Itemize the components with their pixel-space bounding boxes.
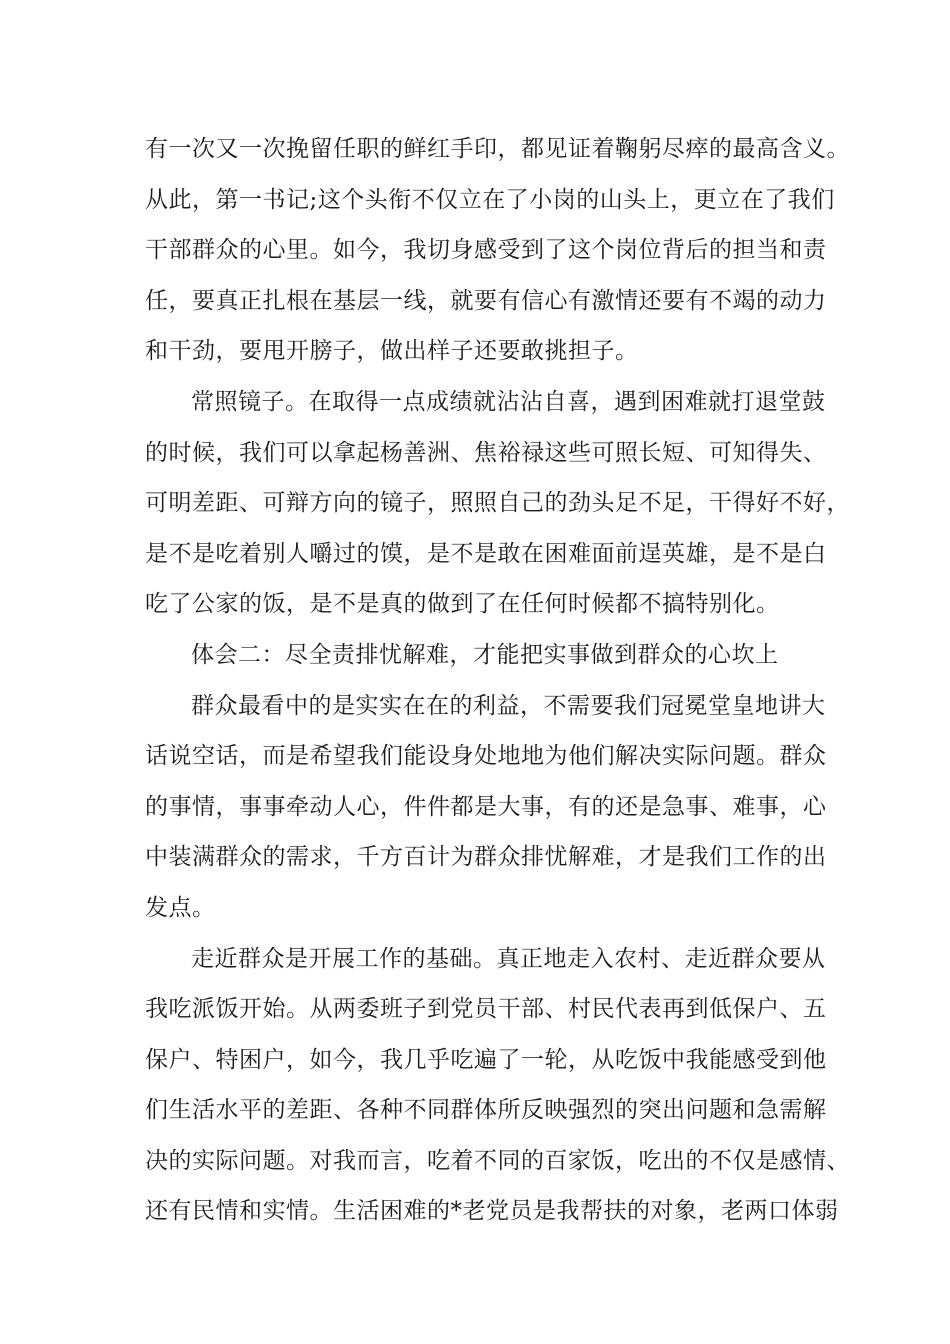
text-line: 群众最看中的是实实在在的利益，不需要我们冠冕堂皇地讲大 — [191, 692, 826, 719]
text-line: 发点。 — [145, 894, 216, 921]
text-line: 的事情，事事牵动人心，件件都是大事，有的还是急事、难事，心 — [145, 793, 827, 820]
text-line: 吃了公家的饭，是不是真的做到了在任何时候都不搞特别化。 — [145, 591, 780, 618]
text-line: 可明差距、可辩方向的镜子，照照自己的劲头足不足，干得好不好， — [145, 490, 850, 517]
text-line: 是不是吃着别人嚼过的馍，是不是敢在困难面前逞英雄，是不是白 — [145, 540, 827, 567]
text-line: 们生活水平的差距、各种不同群体所反映强烈的突出问题和急需解 — [145, 1097, 827, 1124]
text-line: 我吃派饭开始。从两委班子到党员干部、村民代表再到低保户、五 — [145, 996, 827, 1023]
text-line: 有一次又一次挽留任职的鲜红手印，都见证着鞠躬尽瘁的最高含义。 — [145, 136, 850, 162]
text-line: 从此，第一书记;这个头衔不仅立在了小岗的山头上，更立在了我们 — [145, 186, 835, 213]
body-text — [145, 124, 850, 1237]
text-line: 的时候，我们可以拿起杨善洲、焦裕禄这些可照长短、可知得失、 — [145, 439, 827, 466]
text-line: 常照镜子。在取得一点成绩就沾沾自喜，遇到困难就打退堂鼓 — [191, 388, 826, 415]
text-line: 任，要真正扎根在基层一线，就要有信心有激情还要有不竭的动力 — [145, 287, 827, 314]
text-line: 走近群众是开展工作的基础。真正地走入农村、走近群众要从 — [191, 945, 826, 972]
text-line: 保户、特困户，如今，我几乎吃遍了一轮，从吃饭中我能感受到他 — [145, 1046, 827, 1073]
text-line: 还有民情和实情。生活困难的*老党员是我帮扶的对象，老两口体弱 — [145, 1198, 839, 1225]
section-heading: 体会二：尽全责排忧解难，才能把实事做到群众的心坎上 — [191, 641, 779, 668]
text-line: 干部群众的心里。如今，我切身感受到了这个岗位背后的担当和责 — [145, 237, 827, 264]
text-line: 决的实际问题。对我而言，吃着不同的百家饭，吃出的不仅是感情、 — [145, 1147, 850, 1174]
text-line: 话说空话，而是希望我们能设身处地地为他们解决实际问题。群众 — [145, 743, 827, 770]
text-line: 中装满群众的需求，千方百计为群众排忧解难，才是我们工作的出 — [145, 844, 827, 871]
text-line: 和干劲，要甩开膀子，做出样子还要敢挑担子。 — [145, 338, 639, 365]
